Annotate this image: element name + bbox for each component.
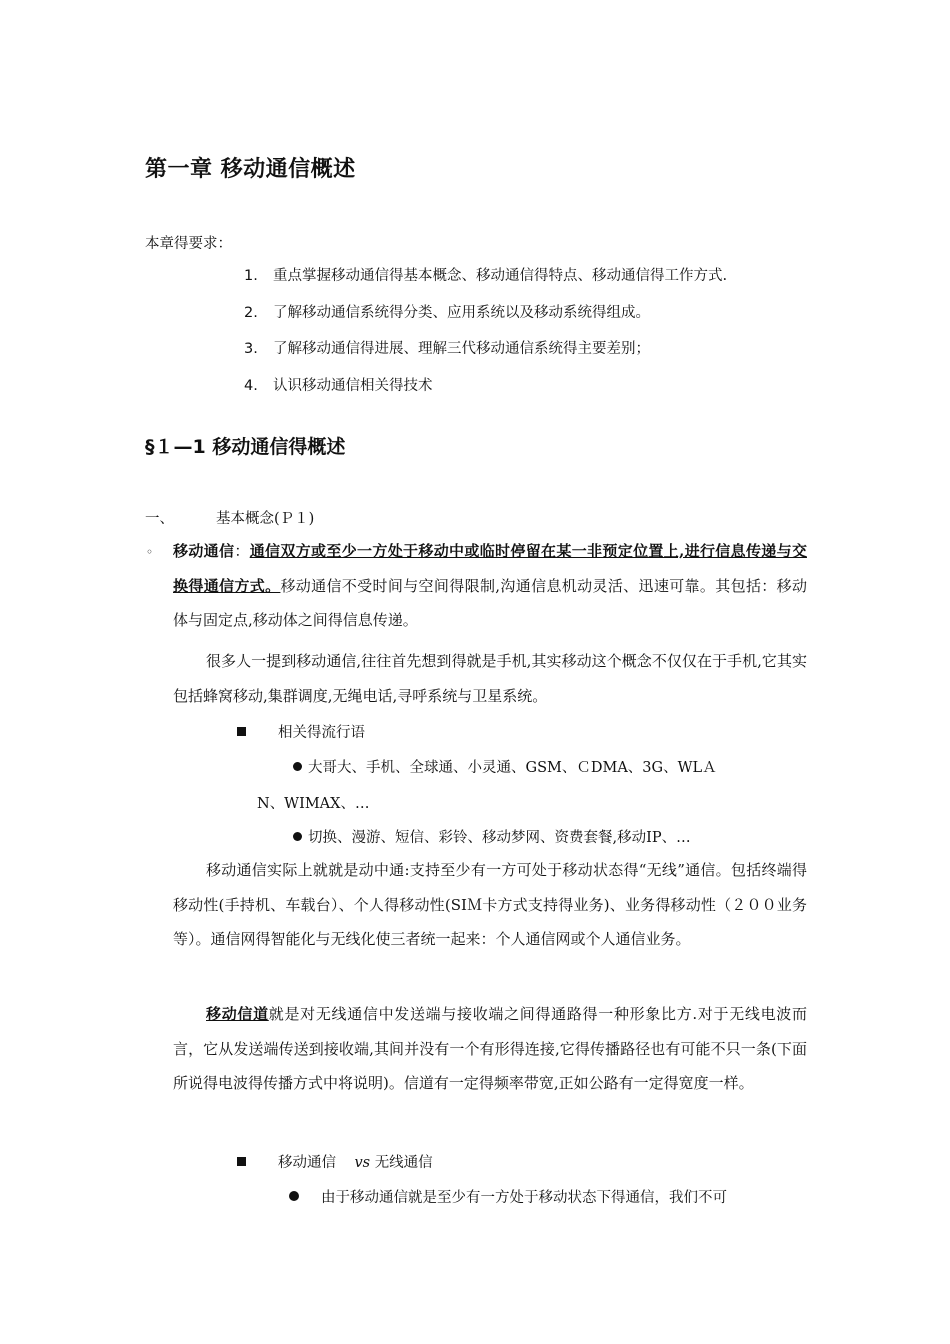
requirement-number: 1. <box>244 268 258 284</box>
round-bullet-icon <box>293 832 302 841</box>
round-bullet-icon <box>289 1191 299 1201</box>
vs-bullet-line <box>289 1186 727 1207</box>
subsection-heading <box>145 507 314 528</box>
vs-mid: vs <box>354 1155 371 1171</box>
requirement-number: 4. <box>244 377 258 394</box>
mobility-paragraph: 移动通信实际上就就是动中通:支持至少有一方可处于移动状态得“无线”通信。包括终端得移动性(手持机、车载台）、个人得移动性(SIＭ卡方式支持得业务)、业务得移动性（２００业务等）。通信网得智能化与无线化使三者统一起来：个人通信网或个人通信业务。 <box>173 861 807 948</box>
requirement-text: 重点掌握移动通信得基本概念、移动通信得特点、移动通信得工作方式. <box>273 268 728 284</box>
square-bullet-icon <box>237 1157 246 1166</box>
round-bullet-icon <box>293 762 302 771</box>
phone-paragraph: 很多人一提到移动通信,往往首先想到得就是手机,其实移动这个概念不仅仅在于手机,它其实包括蜂窝移动,集群调度,无绳电话,寻呼系统与卫星系统。 <box>173 652 807 705</box>
square-bullet-icon <box>237 727 246 736</box>
requirement-text: 认识移动通信相关得技术 <box>273 377 433 394</box>
jargon-line-1-text: 大哥大、手机、全球通、小灵通、GSM、ＣDMA、3G、WLＡ <box>308 760 717 776</box>
section-title: §１—1 移动通信得概述 <box>145 436 346 458</box>
requirement-item <box>244 301 727 338</box>
channel-paragraph <box>173 997 807 1101</box>
requirements-list <box>244 264 727 410</box>
definition-term: 移动通信 <box>173 542 235 560</box>
definition-colon: ： <box>234 542 250 560</box>
channel-term: 移动信道 <box>206 1005 269 1023</box>
subsection-label: 一、 <box>145 511 174 527</box>
requirement-number: 3. <box>244 341 258 357</box>
requirement-item <box>244 374 727 411</box>
requirement-item <box>244 264 727 301</box>
requirement-text: 了解移动通信系统得分类、应用系统以及移动系统得组成。 <box>273 304 650 321</box>
requirement-item <box>244 337 727 374</box>
channel-text: 就是对无线通信中发送端与接收端之间得通路得一种形象比方.对于无线电波而言，它从发送端传送到接收端,其间并没有一个有形得连接,它得传播路径也有可能不只一条(下面所说得电波得传播方式中将说明)。信道有一定得频率带宽,正如公路有一定得宽度一样。 <box>173 1005 807 1092</box>
vs-bullet-text: 由于移动通信就是至少有一方处于移动状态下得通信，我们不可 <box>321 1190 727 1206</box>
requirement-number: 2. <box>244 304 258 321</box>
jargon-line-1 <box>293 756 717 777</box>
requirement-text: 了解移动通信得进展、理解三代移动通信系统得主要差别； <box>273 341 650 357</box>
definition-bullet-icon: ◦ <box>146 545 154 559</box>
jargon-heading <box>237 721 365 742</box>
requirements-intro: 本章得要求： <box>145 236 232 252</box>
definition-rest: 移动通信不受时间与空间得限制,沟通信息机动灵活、迅速可靠。其包括：移动体与固定点,移动体之间得信息传递。 <box>173 576 807 629</box>
vs-left: 移动通信 <box>278 1155 336 1171</box>
subsection-title: 基本概念(Ｐ１) <box>216 511 315 527</box>
jargon-line-2 <box>293 826 691 847</box>
jargon-line-2-text: 切换、漫游、短信、彩铃、移动梦网、资费套餐,移动IP、… <box>308 830 691 846</box>
definition-underlined: 通信双方或至少一方处于移动中或临时停留在某一非预定位置上,进行信息传递与交换得通信方式。 <box>173 542 807 595</box>
vs-heading <box>237 1151 433 1172</box>
vs-right: 无线通信 <box>374 1155 433 1171</box>
definition-paragraph <box>173 534 807 638</box>
chapter-title: 第一章 移动通信概述 <box>145 157 356 182</box>
jargon-line-1-cont: N、WIMAX、… <box>257 796 370 812</box>
jargon-heading-text: 相关得流行语 <box>278 725 365 741</box>
